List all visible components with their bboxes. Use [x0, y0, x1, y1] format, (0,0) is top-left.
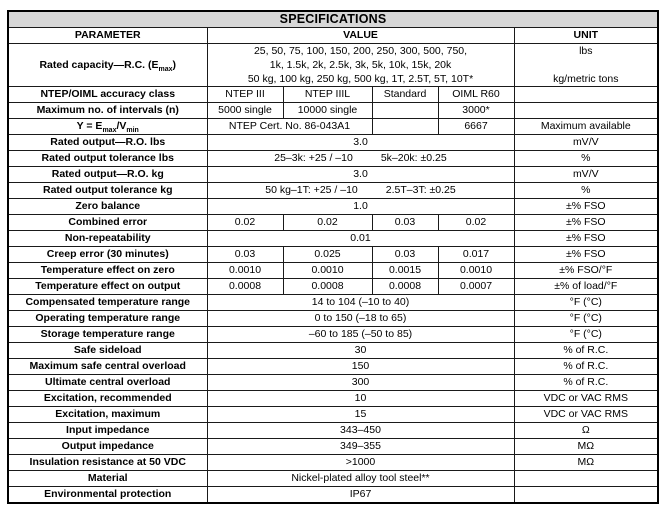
unit-kg: kg/metric tons — [553, 73, 619, 85]
row-temp-effect-zero — [8, 263, 658, 279]
page-title: SPECIFICATIONS — [8, 11, 658, 28]
parameter-label: Rated output—R.O. kg — [8, 167, 207, 183]
row-max-intervals — [8, 103, 658, 119]
value-cell: 300 — [207, 375, 514, 391]
row-storage-temp-range — [8, 327, 658, 343]
unit-cell — [514, 44, 658, 87]
value-cell: 343–450 — [207, 423, 514, 439]
parameter-label: Operating temperature range — [8, 311, 207, 327]
value-cell — [207, 151, 514, 167]
value-cell: 3.0 — [207, 167, 514, 183]
value-cell: 3.0 — [207, 135, 514, 151]
value-cell-ntep3: 0.0010 — [207, 263, 283, 279]
row-rated-output-kg — [8, 167, 658, 183]
value-cell-oiml: 0.017 — [438, 247, 514, 263]
capacity-line-lbs-1: 25, 50, 75, 100, 150, 200, 250, 300, 500, 750, — [253, 45, 468, 57]
parameter-label: Rated output—R.O. lbs — [8, 135, 207, 151]
value-cell-oiml: 0.02 — [438, 215, 514, 231]
row-rated-capacity — [8, 44, 658, 87]
unit-cell: Ω — [514, 423, 658, 439]
unit-cell: % of R.C. — [514, 359, 658, 375]
unit-cell: mV/V — [514, 135, 658, 151]
parameter-label: Maximum no. of intervals (n) — [8, 103, 207, 119]
row-output-impedance — [8, 439, 658, 455]
row-max-safe-central-overload — [8, 359, 658, 375]
row-non-repeatability — [8, 231, 658, 247]
unit-cell: °F (°C) — [514, 311, 658, 327]
unit-cell: ±% FSO — [514, 231, 658, 247]
unit-lbs: lbs — [579, 45, 593, 57]
parameter-label: Excitation, maximum — [8, 407, 207, 423]
subscript: max — [102, 127, 117, 135]
parameter-label: Temperature effect on output — [8, 279, 207, 295]
row-temp-effect-output — [8, 279, 658, 295]
col-header-parameter: PARAMETER — [8, 28, 207, 44]
unit-cell: % — [514, 183, 658, 199]
parameter-label: Zero balance — [8, 199, 207, 215]
value-cell-oiml: 3000* — [438, 103, 514, 119]
row-ultimate-central-overload — [8, 375, 658, 391]
value-cell-ntep3: NTEP III — [207, 87, 283, 103]
parameter-label: Storage temperature range — [8, 327, 207, 343]
parameter-label: Output impedance — [8, 439, 207, 455]
unit-cell — [514, 87, 658, 103]
row-material — [8, 471, 658, 487]
value-cell — [207, 183, 514, 199]
value-cell-oiml: 0.0010 — [438, 263, 514, 279]
row-environmental-protection — [8, 487, 658, 504]
header-row — [8, 28, 658, 44]
value-cell: –60 to 185 (–50 to 85) — [207, 327, 514, 343]
value-cell-oiml: OIML R60 — [438, 87, 514, 103]
parameter-label: Environmental protection — [8, 487, 207, 504]
parameter-label: Ultimate central overload — [8, 375, 207, 391]
value-cell-ntep3l: 0.02 — [283, 215, 372, 231]
parameter-label: Safe sideload — [8, 343, 207, 359]
unit-cell: MΩ — [514, 439, 658, 455]
unit-cell: ±% of load/°F — [514, 279, 658, 295]
value-cell: 30 — [207, 343, 514, 359]
title-row — [8, 11, 658, 28]
value-cell: IP67 — [207, 487, 514, 504]
value-cell-standard: 0.0015 — [372, 263, 438, 279]
value-cell: Nickel-plated alloy tool steel** — [207, 471, 514, 487]
value-cell-standard: Standard — [372, 87, 438, 103]
value-cell-ntep3: 0.03 — [207, 247, 283, 263]
unit-cell: VDC or VAC RMS — [514, 407, 658, 423]
unit-cell: mV/V — [514, 167, 658, 183]
value-cell-standard — [372, 103, 438, 119]
parameter-label: $Y = E_{max}/V_{min}$ — [8, 119, 207, 135]
unit-cell: ±% FSO/°F — [514, 263, 658, 279]
value-cell-ntep3l: 0.0010 — [283, 263, 372, 279]
capacity-line-lbs-2: 1k, 1.5k, 2k, 2.5k, 3k, 5k, 10k, 15k, 20k — [269, 59, 452, 71]
value-cell-ntep3: 0.0008 — [207, 279, 283, 295]
row-excitation-maximum — [8, 407, 658, 423]
value-cell-ntep3: 0.02 — [207, 215, 283, 231]
subscript: min — [126, 127, 139, 135]
tolerance-range-low: 25–3k: +25 / –10 — [274, 152, 353, 165]
unit-cell: °F (°C) — [514, 327, 658, 343]
parameter-label: Compensated temperature range — [8, 295, 207, 311]
value-cell: 15 — [207, 407, 514, 423]
unit-cell — [514, 487, 658, 504]
unit-cell: % of R.C. — [514, 343, 658, 359]
parameter-label: Input impedance — [8, 423, 207, 439]
unit-cell — [514, 103, 658, 119]
value-cell-oiml: 6667 — [438, 119, 514, 135]
parameter-label: Temperature effect on zero — [8, 263, 207, 279]
unit-cell: % — [514, 151, 658, 167]
row-input-impedance — [8, 423, 658, 439]
value-cell: 14 to 104 (–10 to 40) — [207, 295, 514, 311]
unit-spacer — [517, 58, 656, 72]
row-accuracy-class — [8, 87, 658, 103]
value-cell: 349–355 — [207, 439, 514, 455]
row-insulation-resistance — [8, 455, 658, 471]
unit-cell: ±% FSO — [514, 215, 658, 231]
unit-cell: ±% FSO — [514, 199, 658, 215]
col-header-unit: UNIT — [514, 28, 658, 44]
value-cell-cert: NTEP Cert. No. 86-043A1 — [207, 119, 372, 135]
value-cell: 150 — [207, 359, 514, 375]
unit-cell: VDC or VAC RMS — [514, 391, 658, 407]
tolerance-range-high: 2.5T–3T: ±0.25 — [385, 184, 456, 197]
row-rated-output-tolerance-lbs — [8, 151, 658, 167]
value-cell-ntep3l: NTEP IIIL — [283, 87, 372, 103]
subscript: max — [158, 66, 173, 74]
parameter-label: Rated capacity—R.C. $(E_{max})$ — [8, 44, 207, 87]
row-creep-error — [8, 247, 658, 263]
value-cell: 1.0 — [207, 199, 514, 215]
value-cell-standard: 0.03 — [372, 247, 438, 263]
value-cell-ntep3l: 0.025 — [283, 247, 372, 263]
row-operating-temp-range — [8, 311, 658, 327]
parameter-label: Non-repeatability — [8, 231, 207, 247]
row-excitation-recommended — [8, 391, 658, 407]
unit-cell: °F (°C) — [514, 295, 658, 311]
row-safe-sideload — [8, 343, 658, 359]
parameter-label: Maximum safe central overload — [8, 359, 207, 375]
value-cell: 10 — [207, 391, 514, 407]
row-compensated-temp-range — [8, 295, 658, 311]
parameter-label: Material — [8, 471, 207, 487]
tolerance-range-high: 5k–20k: ±0.25 — [380, 152, 447, 165]
row-rated-output-tolerance-kg — [8, 183, 658, 199]
value-cell-oiml: 0.0007 — [438, 279, 514, 295]
value-cell-ntep3l: 0.0008 — [283, 279, 372, 295]
parameter-label: Insulation resistance at 50 VDC — [8, 455, 207, 471]
value-cell-standard: 0.0008 — [372, 279, 438, 295]
capacity-line-kg: 50 kg, 100 kg, 250 kg, 500 kg, 1T, 2.5T, 5T, 10T* — [247, 73, 474, 85]
value-cell: >1000 — [207, 455, 514, 471]
parameter-label: Rated output tolerance kg — [8, 183, 207, 199]
parameter-label: Rated output tolerance lbs — [8, 151, 207, 167]
parameter-label: Creep error (30 minutes) — [8, 247, 207, 263]
value-cell: 0.01 — [207, 231, 514, 247]
row-y-ratio — [8, 119, 658, 135]
value-cell-standard — [372, 119, 438, 135]
value-cell-standard: 0.03 — [372, 215, 438, 231]
parameter-label: Excitation, recommended — [8, 391, 207, 407]
tolerance-range-low: 50 kg–1T: +25 / –10 — [265, 184, 358, 197]
row-rated-output-lbs — [8, 135, 658, 151]
col-header-value: VALUE — [207, 28, 514, 44]
value-cell — [207, 44, 514, 87]
row-combined-error — [8, 215, 658, 231]
unit-cell: MΩ — [514, 455, 658, 471]
value-cell: 0 to 150 (–18 to 65) — [207, 311, 514, 327]
row-zero-balance — [8, 199, 658, 215]
value-cell-ntep3l: 10000 single — [283, 103, 372, 119]
specifications-table — [7, 10, 659, 504]
parameter-label: NTEP/OIML accuracy class — [8, 87, 207, 103]
unit-cell — [514, 471, 658, 487]
parameter-label: Combined error — [8, 215, 207, 231]
value-cell-ntep3: 5000 single — [207, 103, 283, 119]
unit-cell: % of R.C. — [514, 375, 658, 391]
unit-cell: Maximum available — [514, 119, 658, 135]
unit-cell: ±% FSO — [514, 247, 658, 263]
